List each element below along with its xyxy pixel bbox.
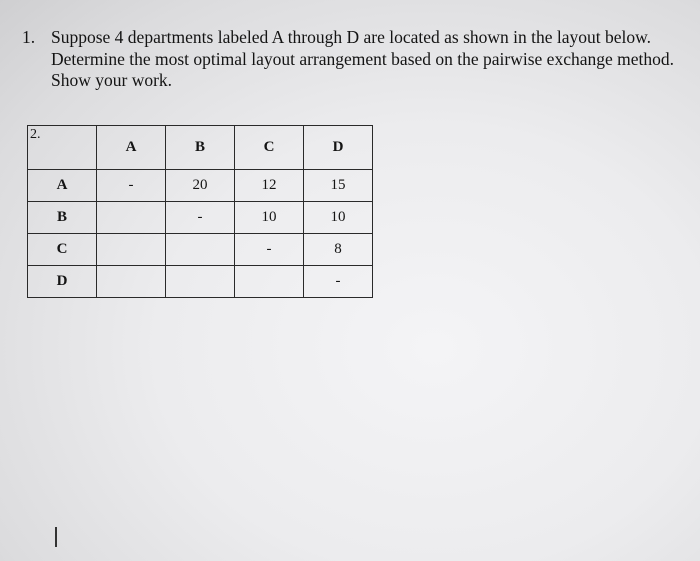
table-cell [166,234,235,266]
table-row [28,266,373,298]
table-cell [166,266,235,298]
table-row [28,170,373,202]
table-cell: 12 [235,170,304,202]
row-header-a: A [28,170,97,202]
table-number-label: 2. [30,127,41,142]
table-cell: - [97,170,166,202]
table-cell [235,266,304,298]
col-header-a: A [97,126,166,170]
row-header-d: D [28,266,97,298]
problem-text [51,27,694,92]
table-cell: 8 [304,234,373,266]
row-header-c: C [28,234,97,266]
problem-number: 1. [22,27,36,47]
problem-line-1: Suppose 4 departments labeled A through D are located as shown in the layout below. [51,27,652,47]
table-row [28,202,373,234]
table-header-row [28,126,373,170]
col-header-b: B [166,126,235,170]
table-cell: 10 [304,202,373,234]
problem-line-3: Show your work. [51,70,173,90]
flow-matrix-table [27,125,373,298]
table-cell [97,234,166,266]
table-cell: 10 [235,202,304,234]
table-cell [97,202,166,234]
table-cell: 20 [166,170,235,202]
problem-statement [22,27,694,92]
table-cell [97,266,166,298]
pen-mark [55,527,57,547]
col-header-d: D [304,126,373,170]
table-cell: - [235,234,304,266]
col-header-c: C [235,126,304,170]
table-cell: - [166,202,235,234]
problem-line-2: Determine the most optimal layout arrangement based on the pairwise exchange method. [51,48,674,69]
table-cell: - [304,266,373,298]
row-header-b: B [28,202,97,234]
table-cell: 15 [304,170,373,202]
table-row [28,234,373,266]
